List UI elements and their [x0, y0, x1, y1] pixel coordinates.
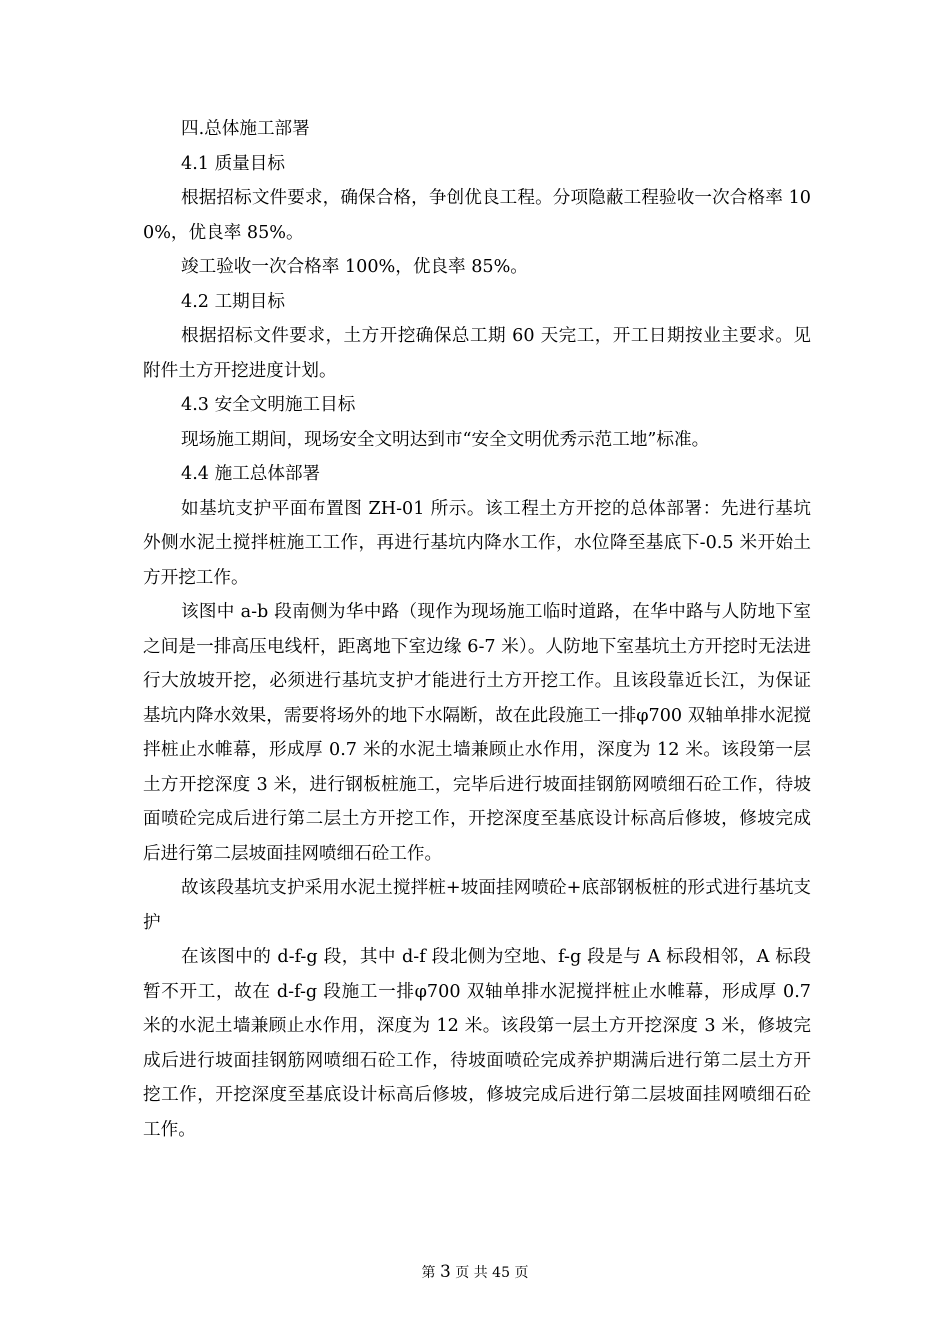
paragraph-safety-target: 现场施工期间，现场安全文明达到市“安全文明优秀示范工地”标准。: [181, 429, 710, 450]
paragraph-quality-target: 根据招标文件要求，确保合格，争创优良工程。分项隐蔽工程验收一次合格率 100%，优良率 85%。: [143, 188, 811, 243]
paragraph-section-a-b: 该图中 a-b 段南侧为华中路（现作为现场施工临时道路，在华中路与人防地下室之间是一排高压电线杆，距离地下室边缘 6-7 米）。人防地下室基坑土方开挖时无法进行大放坡开挖，必须进行基坑支护才能进行土方开挖工作。且该段靠近长江，为保证基坑内降水效果，需要将场外的地下水隔断，故在此段施工一排φ700 双轴单排水泥搅拌桩止水帷幕，形成厚 0.7 米的水泥土墙兼顾止水作用，深度为 12 米。该段第一层土方开挖深度 3 米，进行钢板桩施工，完毕后进行坡面挂钢筋网喷细石砼工作，待坡面喷砼完成后进行第二层土方开挖工作，开挖深度至基底设计标高后修坡，修坡完成后进行第二层坡面挂网喷细石砼工作。: [143, 602, 811, 864]
page-body: [143, 112, 811, 1147]
section-heading: 四.总体施工部署: [181, 119, 310, 139]
paragraph-support-method: 故该段基坑支护采用水泥土搅拌桩+坡面挂网喷砼+底部钢板桩的形式进行基坑支护: [143, 878, 811, 933]
footer-middle: 页 共: [455, 1265, 488, 1281]
subsection-heading-deployment: 4.4 施工总体部署: [181, 464, 321, 484]
paragraph-completion-acceptance: 竣工验收一次合格率 100%，优良率 85%。: [181, 257, 528, 277]
subsection-heading-safety: 4.3 安全文明施工目标: [181, 395, 356, 415]
subsection-heading-schedule: 4.2 工期目标: [181, 291, 285, 312]
footer-prefix: 第: [421, 1265, 436, 1281]
paragraph-section-d-f-g: 在该图中的 d-f-g 段，其中 d-f 段北侧为空地、f-g 段是与 A 标段相邻，A 标段暂不开工，故在 d-f-g 段施工一排φ700 双轴单排水泥搅拌桩止水帷幕，形成厚 0.7 米的水泥土墙兼顾止水作用，深度为 12 米。该段第一层土方开挖深度 3 米，修坡完成后进行坡面挂钢筋网喷细石砼工作，待坡面喷砼完成养护期满后进行第二层土方开挖工作，开挖深度至基底设计标高后修坡，修坡完成后进行第二层坡面挂网喷细石砼工作。: [143, 947, 811, 1140]
footer-total-pages: 45: [492, 1265, 510, 1281]
subsection-heading-quality: 4.1 质量目标: [181, 153, 285, 174]
footer-current-page: 3: [439, 1262, 451, 1282]
paragraph-deployment-overview: 如基坑支护平面布置图 ZH-01 所示。该工程土方开挖的总体部署：先进行基坑外侧水泥土搅拌桩施工工作，再进行基坑内降水工作，水位降至基底下-0.5 米开始土方开挖工作。: [143, 498, 811, 588]
page-footer: [0, 1262, 950, 1283]
footer-suffix: 页: [514, 1265, 529, 1281]
paragraph-schedule-target: 根据招标文件要求，土方开挖确保总工期 60 天完工，开工日期按业主要求。见附件土方开挖进度计划。: [143, 326, 811, 381]
